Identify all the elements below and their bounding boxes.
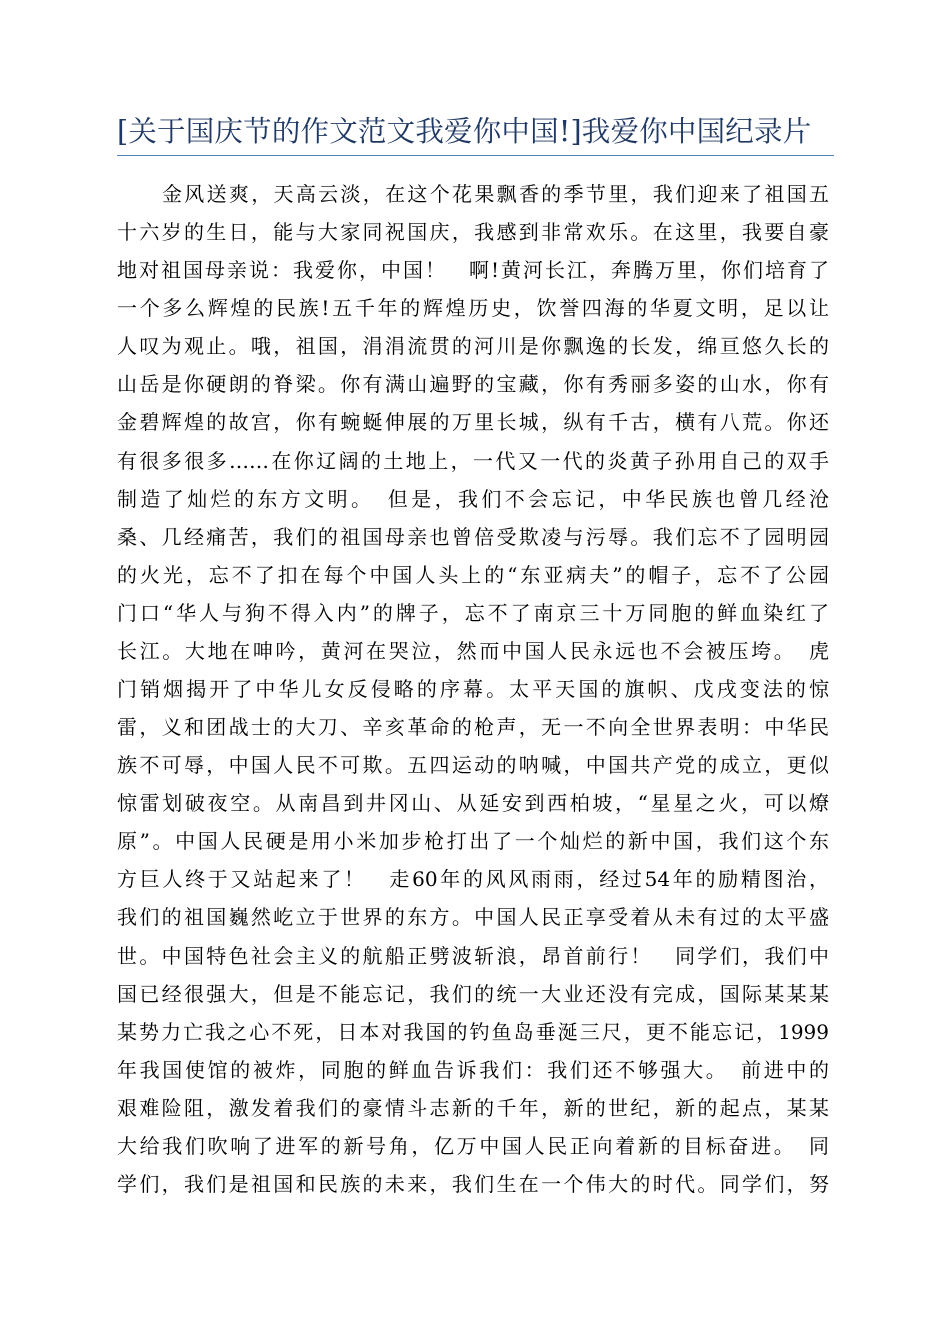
text-line: 制造了灿烂的东方文明。 但是，我们不会忘记，中华民族也曾几经沧 <box>117 486 829 511</box>
text-line: 门口“华人与狗不得入内”的牌子，忘不了南京三十万同胞的鲜血染红了 <box>117 600 829 625</box>
text-line: 年我国使馆的被炸，同胞的鲜血告诉我们：我们还不够强大。 前进中的 <box>117 1057 829 1082</box>
title-underline <box>117 155 834 156</box>
text-line: 惊雷划破夜空。从南昌到井冈山、从延安到西柏坡，“星星之火，可以燎 <box>117 791 829 816</box>
text-line: 学们，我们是祖国和民族的未来，我们生在一个伟大的时代。同学们，努 <box>117 1172 829 1197</box>
text-line: 族不可辱，中国人民不可欺。五四运动的呐喊，中国共产党的成立，更似 <box>117 753 829 778</box>
text-line: 有很多很多……在你辽阔的土地上，一代又一代的炎黄子孙用自己的双手 <box>117 448 829 473</box>
text-line: 长江。大地在呻吟，黄河在哭泣，然而中国人民永远也不会被压垮。 虎 <box>117 638 829 663</box>
text-line: 十六岁的生日，能与大家同祝国庆，我感到非常欢乐。在这里，我要自豪 <box>117 220 829 245</box>
document-title: [关于国庆节的作文范文我爱你中国!]我爱你中国纪录片 <box>117 115 812 148</box>
text-line: 金碧辉煌的故宫，你有蜿蜒伸展的万里长城，纵有千古，横有八荒。你还 <box>117 410 829 435</box>
text-line: 金风送爽，天高云淡，在这个花果飘香的季节里，我们迎来了祖国五 <box>162 182 829 206</box>
text-line: 大给我们吹响了进军的新号角，亿万中国人民正向着新的目标奋进。 同 <box>117 1133 829 1158</box>
essay-body <box>117 175 829 1203</box>
text-line: 方巨人终于又站起来了！ 走60年的风风雨雨，经过54年的励精图治， <box>117 867 829 892</box>
text-line: 桑、几经痛苦，我们的祖国母亲也曾倍受欺凌与污辱。我们忘不了园明园 <box>117 524 829 549</box>
text-line: 国已经很强大，但是不能忘记，我们的统一大业还没有完成，国际某某某 <box>117 981 829 1006</box>
text-line: 的火光，忘不了扣在每个中国人头上的“东亚病夫”的帽子，忘不了公园 <box>117 562 829 587</box>
text-line: 原”。中国人民硬是用小米加步枪打出了一个灿烂的新中国，我们这个东 <box>117 829 829 854</box>
text-line: 雷，义和团战士的大刀、辛亥革命的枪声，无一不向全世界表明：中华民 <box>117 715 829 740</box>
text-line: 山岳是你硬朗的脊梁。你有满山遍野的宝藏，你有秀丽多姿的山水，你有 <box>117 372 829 397</box>
text-line: 我们的祖国巍然屹立于世界的东方。中国人民正享受着从未有过的太平盛 <box>117 905 829 930</box>
text-line: 世。中国特色社会主义的航船正劈波斩浪，昂首前行！ 同学们，我们中 <box>117 943 829 968</box>
text-line: 艰难险阻，激发着我们的豪情斗志新的千年，新的世纪，新的起点，某某 <box>117 1095 829 1120</box>
text-line: 地对祖国母亲说：我爱你，中国！ 啊!黄河长江，奔腾万里，你们培育了 <box>117 258 829 283</box>
text-line: 人叹为观止。哦，祖国，涓涓流贯的河川是你飘逸的长发，绵亘悠久长的 <box>117 334 829 359</box>
text-line: 一个多么辉煌的民族!五千年的辉煌历史，饮誉四海的华夏文明，足以让 <box>117 296 829 321</box>
text-line: 门销烟揭开了中华儿女反侵略的序幕。太平天国的旗帜、戊戌变法的惊 <box>117 677 829 702</box>
text-line: 某势力亡我之心不死，日本对我国的钓鱼岛垂涎三尺，更不能忘记，1999 <box>117 1019 829 1044</box>
